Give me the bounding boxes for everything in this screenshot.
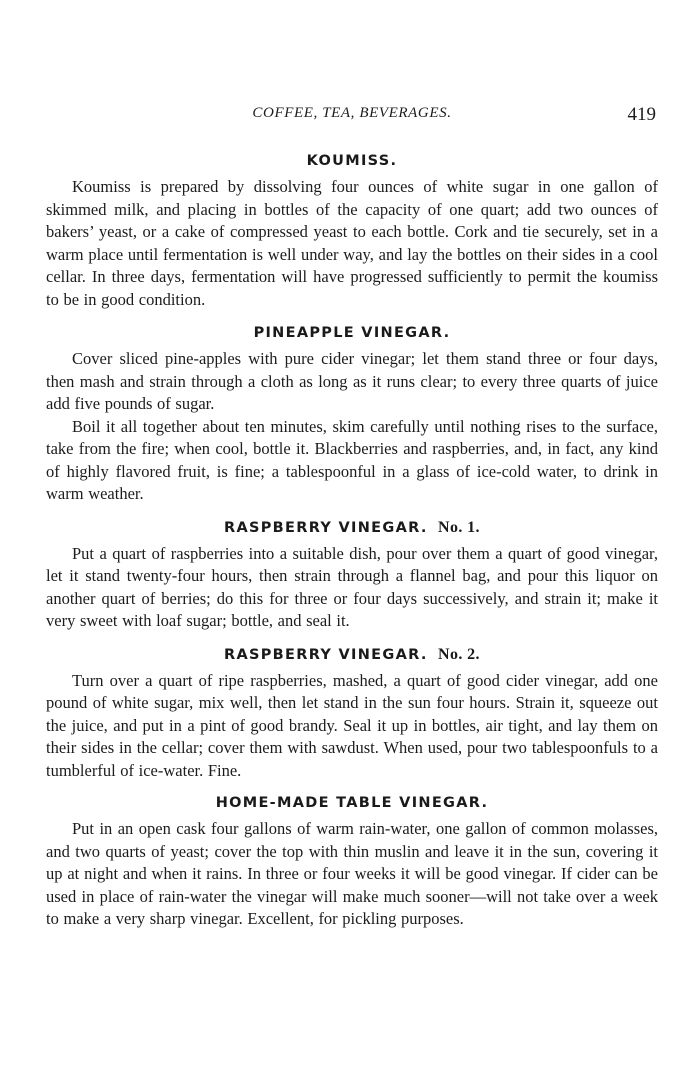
recipe-raspberry-vinegar-1: [46, 517, 658, 633]
recipe-heading-text: KOUMISS.: [306, 153, 398, 169]
recipe-heading-text: RASPBERRY VINEGAR.: [224, 519, 428, 536]
recipe-heading-text: PINEAPPLE VINEGAR.: [253, 325, 451, 341]
running-head: [46, 101, 658, 125]
recipe-raspberry-vinegar-2: [46, 644, 658, 783]
recipe-paragraph: Turn over a quart of ripe raspberries, mashed, a quart of good cider vinegar, add one pound of white sugar, mix well, then let stand in the sun four hours. Strain it, squeeze out the juice, and put in a pint of good brandy. Seal it up in bottles, air tight, and lay them on their sides in the cellar; cover them with sawdust. When used, pour two tablespoonfuls to a tumblerful of ice-water. Fine.: [46, 670, 658, 780]
recipe-paragraph: Put a quart of raspberries into a suitable dish, pour over them a quart of good vinegar, let it stand twenty-four hours, then strain through a flannel bag, and pour this liquor on another quart of berries; do this for three or four days successively, and strain it; make it very sweet with loaf sugar; bottle, and seal it.: [46, 543, 658, 630]
recipe-paragraph: Koumiss is prepared by dissolving four ounces of white sugar in one gallon of skimmed milk, and placing in bottles of the capacity of one quart; add two ounces of bakers’ yeast, or a cake of compressed yeast to each bottle. Cork and tie securely, set in a warm place until fermentation is well under way, and lay the bottles on their sides in a cool cellar. In three days, fermentation will have progressed sufficiently to permit the koumiss to be in good condition.: [46, 177, 658, 309]
recipe-heading: [46, 150, 658, 172]
recipe-number: No. 2.: [438, 645, 480, 663]
recipe-home-made-table-vinegar: [46, 792, 658, 931]
recipe-heading: [46, 792, 658, 814]
running-head-title: COFFEE, TEA, BEVERAGES.: [252, 105, 452, 121]
recipe-heading: [46, 644, 658, 666]
recipe-heading-text: HOME-MADE TABLE VINEGAR.: [215, 795, 489, 811]
book-page: [46, 0, 658, 1091]
recipe-heading: [46, 322, 658, 344]
recipe-heading-text: RASPBERRY VINEGAR.: [224, 646, 428, 663]
recipe-paragraph: Cover sliced pine-apples with pure cider vinegar; let them stand three or four days, then mash and strain through a cloth as long as it runs clear; to every three quarts of juice add five pounds of sugar.: [46, 349, 658, 413]
recipe-pineapple-vinegar: [46, 322, 658, 506]
recipe-koumiss: [46, 150, 658, 311]
recipe-paragraph: Put in an open cask four gallons of warm rain-water, one gallon of common molasses, and two quarts of yeast; cover the top with thin muslin and leave it in the sun, covering it up at night and when it rains. In three or four weeks it will be good vinegar. If cider can be used in place of rain-water the vinegar will make much sooner—will not take over a week to make a very sharp vinegar. Excellent, for pickling purposes.: [46, 819, 658, 928]
recipe-heading: [46, 517, 658, 539]
page-number: 419: [627, 104, 656, 125]
page-content: [46, 150, 658, 931]
recipe-paragraph: Boil it all together about ten minutes, skim carefully until nothing rises to the surface, take from the fire; when cool, bottle it. Blackberries and raspberries, and, in fact, any kind of highly flavored fruit, is fine; a tablespoonful in a glass of ice-cold water, to drink in warm weather.: [46, 416, 658, 503]
recipe-number: No. 1.: [438, 518, 480, 536]
